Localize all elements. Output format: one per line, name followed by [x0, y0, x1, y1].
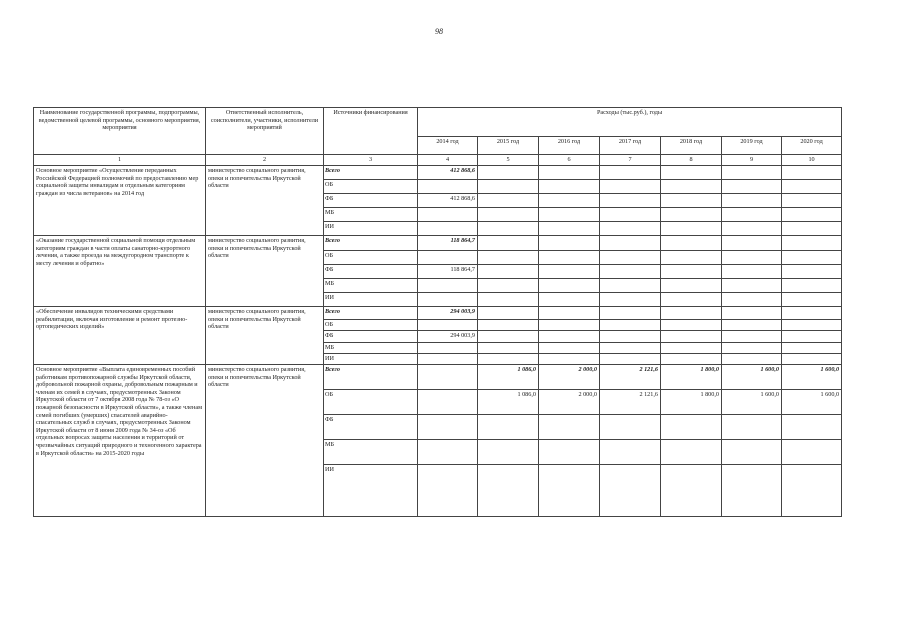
header-name: Наименование государственной программы, подпрограммы, ведомственной целевой программы, основного мероприятия, мероприятия	[34, 108, 206, 155]
amount-cell	[600, 415, 661, 440]
amount-cell	[722, 307, 782, 320]
year-2016: 2016 год	[539, 137, 600, 155]
amount-cell	[722, 343, 782, 354]
funding-source: МБ	[324, 208, 418, 222]
amount-cell	[418, 365, 478, 390]
amount-cell	[722, 293, 782, 307]
amount-cell	[418, 440, 478, 465]
amount-cell	[661, 465, 722, 517]
financing-row-total	[34, 307, 842, 320]
amount-cell: 294 003,9	[418, 307, 478, 320]
amount-cell	[539, 320, 600, 331]
financing-row-total	[34, 166, 842, 180]
measure-executor: министерство социального развития, опеки и попечительства Иркутской области	[206, 236, 324, 307]
amount-cell	[782, 320, 842, 331]
amount-cell	[478, 194, 539, 208]
amount-cell	[661, 166, 722, 180]
amount-cell	[600, 180, 661, 194]
amount-cell	[600, 265, 661, 279]
measure-name: Основное мероприятие «Выплата единовременных пособий работникам противопожарной службы Иркутской области, добровольной пожарной охраны, добровольным пожарным и членам их семей в случаях, предусмотренных Законом Иркутской области от 7 октября 2008 года № 78-оз «О пожарной безопасности в Иркутской области», а также членам семей погибших (умерших) спасателей аварийно-спасательных служб в случаях, предусмотренных Законом Иркутской области от 8 июня 2009 года № 34-оз «Об отдельных вопросах защиты населения и территорий от чрезвычайных ситуаций природного и техногенного характера в Иркутской области» на 2015-2020 годы	[34, 365, 206, 517]
amount-cell	[539, 415, 600, 440]
amount-cell: 1 800,0	[661, 390, 722, 415]
amount-cell: 118 864,7	[418, 265, 478, 279]
amount-cell	[782, 166, 842, 180]
amount-cell	[600, 222, 661, 236]
amount-cell: 1 600,0	[722, 365, 782, 390]
year-2015: 2015 год	[478, 137, 539, 155]
amount-cell	[600, 251, 661, 265]
funding-source: ИИ	[324, 222, 418, 236]
amount-cell	[539, 194, 600, 208]
year-2017: 2017 год	[600, 137, 661, 155]
amount-cell	[782, 279, 842, 293]
amount-cell	[478, 354, 539, 365]
amount-cell	[722, 222, 782, 236]
year-2020: 2020 год	[782, 137, 842, 155]
amount-cell	[661, 343, 722, 354]
financing-row-total	[34, 236, 842, 251]
amount-cell	[782, 293, 842, 307]
amount-cell	[600, 166, 661, 180]
funding-source: Всего	[324, 236, 418, 251]
amount-cell	[661, 222, 722, 236]
amount-cell: 412 868,6	[418, 166, 478, 180]
amount-cell	[782, 236, 842, 251]
column-number: 3	[324, 155, 418, 166]
measure-name: «Обеспечение инвалидов техническими средствами реабилитации, включая изготовление и ремонт протезно-ортопедических изделий»	[34, 307, 206, 365]
amount-cell	[661, 265, 722, 279]
amount-cell	[722, 465, 782, 517]
amount-cell	[600, 331, 661, 343]
amount-cell	[539, 293, 600, 307]
amount-cell	[418, 180, 478, 194]
amount-cell	[600, 279, 661, 293]
amount-cell: 2 000,0	[539, 365, 600, 390]
amount-cell	[539, 331, 600, 343]
year-2019: 2019 год	[722, 137, 782, 155]
amount-cell	[418, 279, 478, 293]
amount-cell	[782, 465, 842, 517]
amount-cell	[418, 354, 478, 365]
funding-source: Всего	[324, 166, 418, 180]
measure-name: Основное мероприятие «Осуществление переданных Российской Федерацией полномочий по предоставлению мер социальной защиты инвалидам и отдельным категориям граждан из числа ветеранов» на 2014 год	[34, 166, 206, 236]
amount-cell	[661, 194, 722, 208]
amount-cell	[600, 440, 661, 465]
amount-cell	[539, 208, 600, 222]
amount-cell	[661, 331, 722, 343]
amount-cell	[418, 415, 478, 440]
amount-cell	[600, 307, 661, 320]
amount-cell	[722, 236, 782, 251]
amount-cell	[782, 331, 842, 343]
amount-cell	[722, 320, 782, 331]
amount-cell	[600, 293, 661, 307]
amount-cell	[478, 343, 539, 354]
amount-cell	[782, 307, 842, 320]
header-executor: Ответственный исполнитель, соисполнители, участники, исполнители мероприятий	[206, 108, 324, 155]
amount-cell	[782, 440, 842, 465]
header-row	[34, 108, 842, 137]
amount-cell	[661, 180, 722, 194]
amount-cell	[722, 265, 782, 279]
amount-cell	[722, 354, 782, 365]
amount-cell	[478, 320, 539, 331]
amount-cell	[782, 265, 842, 279]
amount-cell	[418, 208, 478, 222]
amount-cell	[661, 293, 722, 307]
amount-cell	[722, 251, 782, 265]
column-number: 10	[782, 155, 842, 166]
amount-cell	[722, 331, 782, 343]
funding-source: ФБ	[324, 194, 418, 208]
amount-cell: 1 800,0	[661, 365, 722, 390]
funding-source: ФБ	[324, 415, 418, 440]
amount-cell	[539, 307, 600, 320]
amount-cell	[539, 251, 600, 265]
column-number: 9	[722, 155, 782, 166]
amount-cell	[539, 343, 600, 354]
amount-cell	[661, 320, 722, 331]
funding-source: ИИ	[324, 465, 418, 517]
amount-cell	[661, 208, 722, 222]
amount-cell	[478, 166, 539, 180]
amount-cell	[539, 265, 600, 279]
financing-row-total	[34, 365, 842, 390]
amount-cell	[782, 208, 842, 222]
funding-source: ОБ	[324, 390, 418, 415]
year-2014: 2014 год	[418, 137, 478, 155]
amount-cell	[782, 354, 842, 365]
column-number: 7	[600, 155, 661, 166]
column-number: 2	[206, 155, 324, 166]
amount-cell	[539, 354, 600, 365]
amount-cell: 118 864,7	[418, 236, 478, 251]
amount-cell	[722, 208, 782, 222]
funding-source: Всего	[324, 365, 418, 390]
funding-source: МБ	[324, 440, 418, 465]
amount-cell	[418, 390, 478, 415]
amount-cell	[478, 180, 539, 194]
amount-cell: 1 600,0	[722, 390, 782, 415]
amount-cell	[722, 415, 782, 440]
amount-cell	[661, 236, 722, 251]
amount-cell	[539, 166, 600, 180]
year-2018: 2018 год	[661, 137, 722, 155]
amount-cell	[782, 415, 842, 440]
amount-cell	[661, 354, 722, 365]
amount-cell	[661, 415, 722, 440]
funding-source: ОБ	[324, 251, 418, 265]
column-number: 5	[478, 155, 539, 166]
amount-cell	[478, 331, 539, 343]
amount-cell: 412 868,6	[418, 194, 478, 208]
amount-cell	[478, 279, 539, 293]
funding-source: ФБ	[324, 331, 418, 343]
amount-cell	[478, 236, 539, 251]
amount-cell	[478, 440, 539, 465]
measure-name: «Оказание государственной социальной помощи отдельным категориям граждан в части оплаты санаторно-курортного лечения, а также проезда на междугородном транспорте к месту лечения и обратно»	[34, 236, 206, 307]
amount-cell	[478, 293, 539, 307]
amount-cell	[782, 194, 842, 208]
measure-executor: министерство социального развития, опеки и попечительства Иркутской области	[206, 365, 324, 517]
amount-cell: 1 600,0	[782, 365, 842, 390]
amount-cell	[661, 307, 722, 320]
amount-cell: 294 003,9	[418, 331, 478, 343]
amount-cell	[418, 222, 478, 236]
amount-cell: 2 121,6	[600, 390, 661, 415]
amount-cell	[600, 320, 661, 331]
funding-source: МБ	[324, 279, 418, 293]
column-number-row	[34, 155, 842, 166]
amount-cell	[478, 465, 539, 517]
amount-cell	[722, 180, 782, 194]
amount-cell	[600, 354, 661, 365]
page-number: 98	[435, 27, 443, 36]
amount-cell: 1 086,0	[478, 390, 539, 415]
amount-cell: 2 121,6	[600, 365, 661, 390]
amount-cell	[539, 465, 600, 517]
amount-cell	[418, 320, 478, 331]
amount-cell	[478, 222, 539, 236]
amount-cell: 2 000,0	[539, 390, 600, 415]
funding-source: ОБ	[324, 320, 418, 331]
amount-cell	[722, 166, 782, 180]
amount-cell	[782, 222, 842, 236]
amount-cell	[478, 265, 539, 279]
amount-cell: 1 600,0	[782, 390, 842, 415]
amount-cell	[600, 343, 661, 354]
amount-cell	[539, 440, 600, 465]
amount-cell	[722, 194, 782, 208]
amount-cell	[539, 279, 600, 293]
amount-cell	[661, 279, 722, 293]
header-costs: Расходы (тыс.руб.), годы	[418, 108, 842, 137]
funding-source: ФБ	[324, 265, 418, 279]
amount-cell	[539, 222, 600, 236]
amount-cell	[722, 279, 782, 293]
header-source: Источники финансирования	[324, 108, 418, 155]
amount-cell	[478, 251, 539, 265]
amount-cell	[539, 236, 600, 251]
column-number: 8	[661, 155, 722, 166]
amount-cell	[782, 251, 842, 265]
amount-cell	[539, 180, 600, 194]
funding-source: МБ	[324, 343, 418, 354]
amount-cell	[418, 251, 478, 265]
measure-executor: министерство социального развития, опеки и попечительства Иркутской области	[206, 307, 324, 365]
amount-cell	[661, 251, 722, 265]
amount-cell	[600, 194, 661, 208]
funding-source: ОБ	[324, 180, 418, 194]
amount-cell	[478, 307, 539, 320]
financing-table	[33, 107, 842, 517]
amount-cell	[722, 440, 782, 465]
column-number: 6	[539, 155, 600, 166]
amount-cell	[478, 208, 539, 222]
funding-source: Всего	[324, 307, 418, 320]
funding-source: ИИ	[324, 354, 418, 365]
amount-cell	[478, 415, 539, 440]
amount-cell	[600, 465, 661, 517]
column-number: 4	[418, 155, 478, 166]
amount-cell	[600, 236, 661, 251]
amount-cell	[782, 343, 842, 354]
amount-cell: 1 086,0	[478, 365, 539, 390]
funding-source: ИИ	[324, 293, 418, 307]
amount-cell	[418, 465, 478, 517]
amount-cell	[661, 440, 722, 465]
measure-executor: министерство социального развития, опеки и попечительства Иркутской области	[206, 166, 324, 236]
amount-cell	[418, 293, 478, 307]
amount-cell	[782, 180, 842, 194]
amount-cell	[418, 343, 478, 354]
amount-cell	[600, 208, 661, 222]
column-number: 1	[34, 155, 206, 166]
